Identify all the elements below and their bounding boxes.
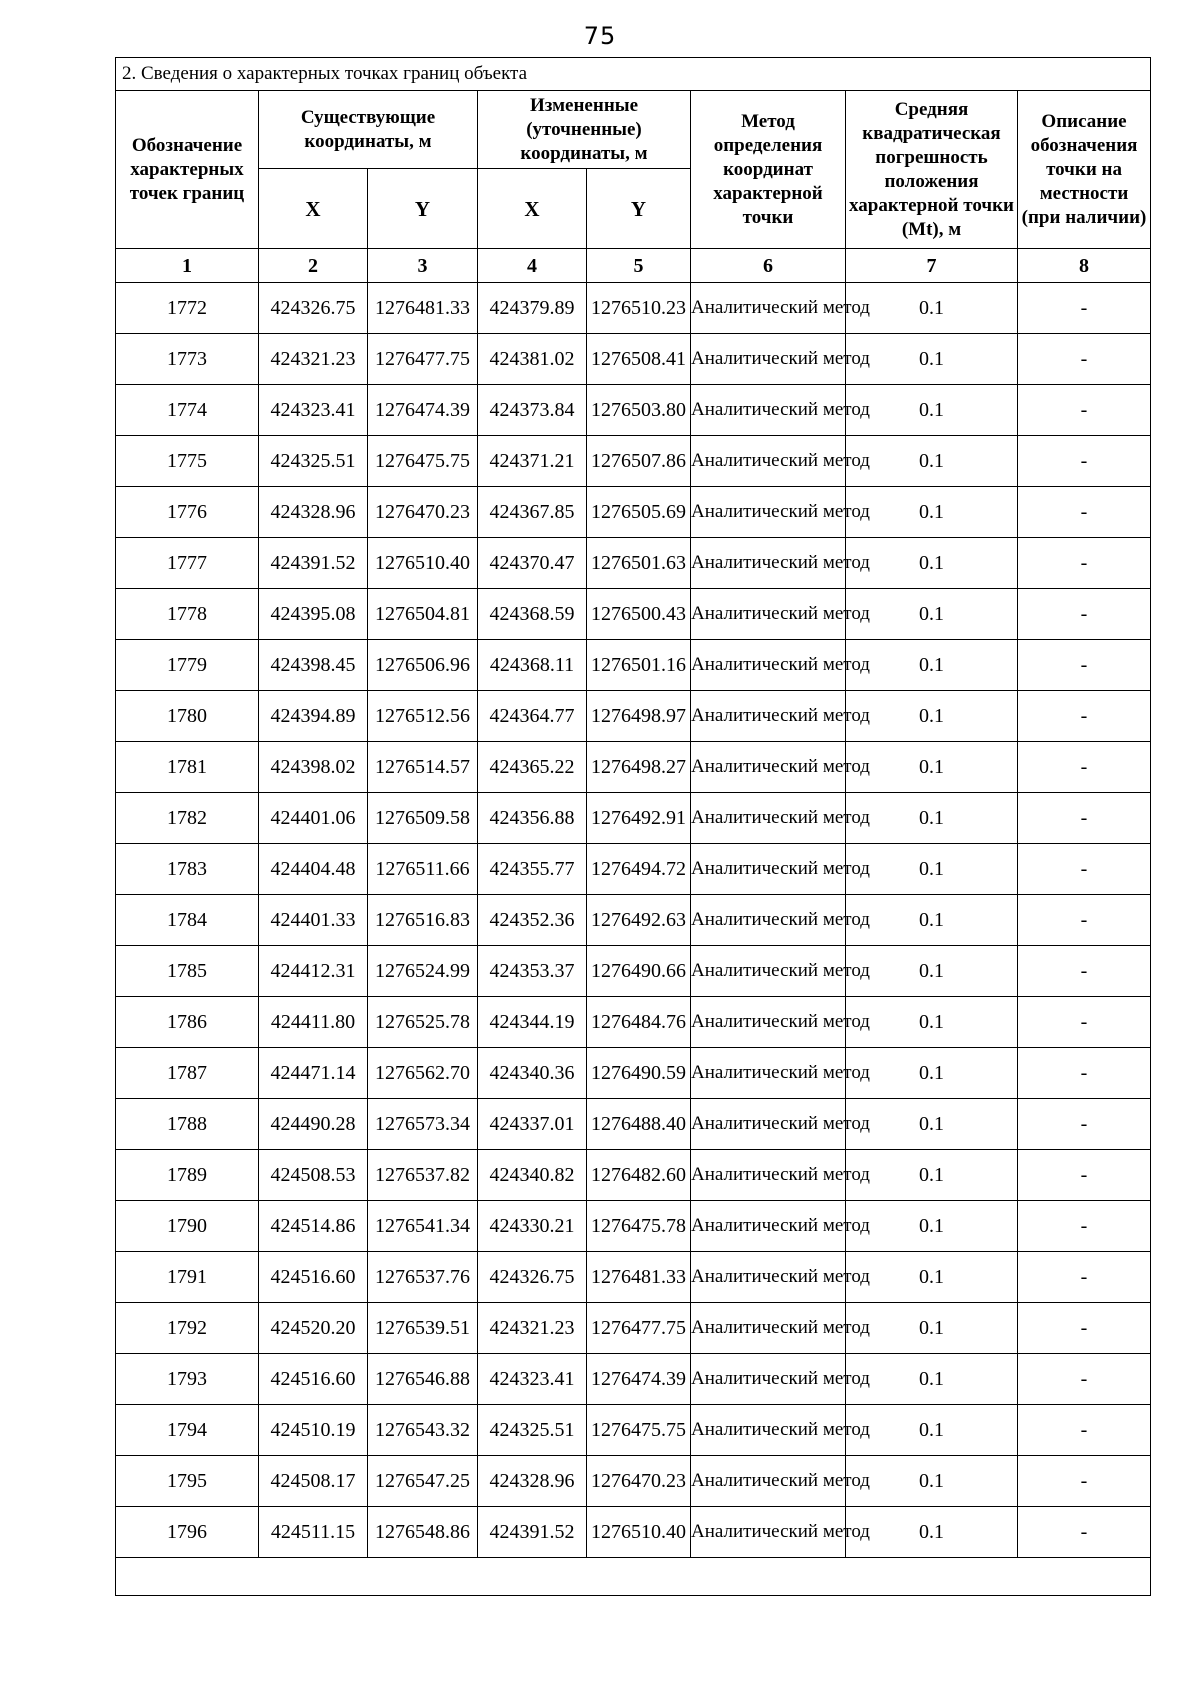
cell-changed-x: 424379.89	[478, 283, 587, 334]
table-row	[116, 1303, 1151, 1354]
cell-changed-x: 424373.84	[478, 385, 587, 436]
cell-existing-y: 1276506.96	[368, 640, 478, 691]
cell-existing-x: 424520.20	[259, 1303, 368, 1354]
cell-mean-square-error: 0.1	[846, 997, 1018, 1048]
cell-existing-y: 1276541.34	[368, 1201, 478, 1252]
section-title: 2. Сведения о характерных точках границ объекта	[116, 58, 1151, 91]
table-row	[116, 538, 1151, 589]
cell-point-id: 1775	[116, 436, 259, 487]
cell-description: -	[1018, 1354, 1151, 1405]
cell-description: -	[1018, 1507, 1151, 1558]
cell-existing-x: 424401.33	[259, 895, 368, 946]
cell-description: -	[1018, 997, 1151, 1048]
cell-changed-x: 424391.52	[478, 1507, 587, 1558]
cell-mean-square-error: 0.1	[846, 1507, 1018, 1558]
cell-changed-x: 424353.37	[478, 946, 587, 997]
cell-changed-x: 424344.19	[478, 997, 587, 1048]
cell-description: -	[1018, 1150, 1151, 1201]
cell-changed-y: 1276475.78	[587, 1201, 691, 1252]
cell-method: Аналитический метод	[691, 1354, 846, 1405]
cell-mean-square-error: 0.1	[846, 742, 1018, 793]
cell-existing-x: 424398.02	[259, 742, 368, 793]
cell-description: -	[1018, 793, 1151, 844]
cell-existing-y: 1276481.33	[368, 283, 478, 334]
cell-changed-x: 424328.96	[478, 1456, 587, 1507]
cell-changed-y: 1276498.97	[587, 691, 691, 742]
cell-existing-y: 1276546.88	[368, 1354, 478, 1405]
cell-existing-x: 424321.23	[259, 334, 368, 385]
cell-changed-y: 1276484.76	[587, 997, 691, 1048]
cell-changed-x: 424326.75	[478, 1252, 587, 1303]
cell-existing-y: 1276514.57	[368, 742, 478, 793]
cell-method: Аналитический метод	[691, 997, 846, 1048]
cell-changed-y: 1276507.86	[587, 436, 691, 487]
cell-method: Аналитический метод	[691, 793, 846, 844]
table-row	[116, 844, 1151, 895]
cell-existing-x: 424391.52	[259, 538, 368, 589]
header-changed-coordinates: Измененные (уточненные) координаты, м	[478, 91, 691, 169]
cell-changed-y: 1276474.39	[587, 1354, 691, 1405]
cell-point-id: 1790	[116, 1201, 259, 1252]
cell-changed-x: 424321.23	[478, 1303, 587, 1354]
cell-point-id: 1794	[116, 1405, 259, 1456]
table-row	[116, 742, 1151, 793]
empty-cell	[116, 1558, 1151, 1596]
cell-changed-x: 424370.47	[478, 538, 587, 589]
cell-method: Аналитический метод	[691, 487, 846, 538]
column-number: 3	[368, 249, 478, 283]
cell-method: Аналитический метод	[691, 334, 846, 385]
cell-existing-x: 424510.19	[259, 1405, 368, 1456]
cell-existing-y: 1276543.32	[368, 1405, 478, 1456]
cell-changed-x: 424368.59	[478, 589, 587, 640]
cell-changed-x: 424381.02	[478, 334, 587, 385]
cell-existing-x: 424516.60	[259, 1252, 368, 1303]
cell-existing-y: 1276548.86	[368, 1507, 478, 1558]
cell-description: -	[1018, 538, 1151, 589]
cell-method: Аналитический метод	[691, 742, 846, 793]
cell-description: -	[1018, 283, 1151, 334]
cell-changed-x: 424330.21	[478, 1201, 587, 1252]
cell-method: Аналитический метод	[691, 1150, 846, 1201]
cell-point-id: 1796	[116, 1507, 259, 1558]
cell-changed-x: 424323.41	[478, 1354, 587, 1405]
cell-description: -	[1018, 334, 1151, 385]
cell-point-id: 1787	[116, 1048, 259, 1099]
table-row	[116, 997, 1151, 1048]
cell-changed-x: 424356.88	[478, 793, 587, 844]
header-designation: Обозначение характерных точек границ	[116, 91, 259, 249]
cell-existing-x: 424508.53	[259, 1150, 368, 1201]
cell-method: Аналитический метод	[691, 538, 846, 589]
cell-existing-x: 424511.15	[259, 1507, 368, 1558]
cell-existing-y: 1276573.34	[368, 1099, 478, 1150]
cell-changed-x: 424355.77	[478, 844, 587, 895]
cell-point-id: 1792	[116, 1303, 259, 1354]
cell-mean-square-error: 0.1	[846, 1201, 1018, 1252]
cell-existing-x: 424404.48	[259, 844, 368, 895]
cell-mean-square-error: 0.1	[846, 385, 1018, 436]
cell-mean-square-error: 0.1	[846, 283, 1018, 334]
cell-method: Аналитический метод	[691, 1048, 846, 1099]
cell-changed-y: 1276498.27	[587, 742, 691, 793]
cell-existing-x: 424490.28	[259, 1099, 368, 1150]
cell-existing-y: 1276474.39	[368, 385, 478, 436]
column-number: 5	[587, 249, 691, 283]
cell-method: Аналитический метод	[691, 1405, 846, 1456]
cell-description: -	[1018, 844, 1151, 895]
cell-method: Аналитический метод	[691, 436, 846, 487]
cell-existing-x: 424326.75	[259, 283, 368, 334]
cell-mean-square-error: 0.1	[846, 1354, 1018, 1405]
cell-changed-y: 1276510.40	[587, 1507, 691, 1558]
cell-method: Аналитический метод	[691, 283, 846, 334]
cell-point-id: 1778	[116, 589, 259, 640]
table-row	[116, 1150, 1151, 1201]
cell-changed-y: 1276490.59	[587, 1048, 691, 1099]
table-row	[116, 691, 1151, 742]
column-number: 7	[846, 249, 1018, 283]
cell-method: Аналитический метод	[691, 589, 846, 640]
cell-existing-y: 1276509.58	[368, 793, 478, 844]
cell-mean-square-error: 0.1	[846, 793, 1018, 844]
cell-mean-square-error: 0.1	[846, 1456, 1018, 1507]
cell-existing-y: 1276470.23	[368, 487, 478, 538]
cell-mean-square-error: 0.1	[846, 538, 1018, 589]
cell-existing-x: 424516.60	[259, 1354, 368, 1405]
table-row	[116, 895, 1151, 946]
cell-method: Аналитический метод	[691, 691, 846, 742]
cell-existing-y: 1276524.99	[368, 946, 478, 997]
cell-changed-y: 1276488.40	[587, 1099, 691, 1150]
cell-changed-x: 424352.36	[478, 895, 587, 946]
cell-changed-y: 1276510.23	[587, 283, 691, 334]
cell-changed-y: 1276501.63	[587, 538, 691, 589]
cell-point-id: 1782	[116, 793, 259, 844]
cell-description: -	[1018, 1048, 1151, 1099]
cell-mean-square-error: 0.1	[846, 1405, 1018, 1456]
cell-point-id: 1788	[116, 1099, 259, 1150]
cell-description: -	[1018, 640, 1151, 691]
cell-mean-square-error: 0.1	[846, 589, 1018, 640]
cell-changed-y: 1276482.60	[587, 1150, 691, 1201]
header-method: Метод определения координат характерной точки	[691, 91, 846, 249]
cell-existing-x: 424395.08	[259, 589, 368, 640]
cell-changed-y: 1276490.66	[587, 946, 691, 997]
table-row	[116, 640, 1151, 691]
cell-existing-x: 424411.80	[259, 997, 368, 1048]
cell-existing-y: 1276516.83	[368, 895, 478, 946]
cell-mean-square-error: 0.1	[846, 1150, 1018, 1201]
cell-description: -	[1018, 946, 1151, 997]
table-row	[116, 1201, 1151, 1252]
header-changed-y: Y	[587, 169, 691, 249]
cell-point-id: 1779	[116, 640, 259, 691]
cell-point-id: 1773	[116, 334, 259, 385]
cell-existing-y: 1276504.81	[368, 589, 478, 640]
cell-mean-square-error: 0.1	[846, 895, 1018, 946]
cell-changed-y: 1276492.63	[587, 895, 691, 946]
cell-changed-x: 424337.01	[478, 1099, 587, 1150]
cell-method: Аналитический метод	[691, 1456, 846, 1507]
cell-description: -	[1018, 589, 1151, 640]
table-row	[116, 1507, 1151, 1558]
cell-description: -	[1018, 487, 1151, 538]
cell-existing-x: 424323.41	[259, 385, 368, 436]
cell-changed-x: 424365.22	[478, 742, 587, 793]
cell-point-id: 1783	[116, 844, 259, 895]
cell-mean-square-error: 0.1	[846, 487, 1018, 538]
cell-method: Аналитический метод	[691, 385, 846, 436]
cell-mean-square-error: 0.1	[846, 334, 1018, 385]
cell-changed-y: 1276475.75	[587, 1405, 691, 1456]
table-row	[116, 1354, 1151, 1405]
cell-method: Аналитический метод	[691, 1303, 846, 1354]
cell-mean-square-error: 0.1	[846, 1099, 1018, 1150]
cell-existing-x: 424398.45	[259, 640, 368, 691]
column-number: 4	[478, 249, 587, 283]
header-changed-x: X	[478, 169, 587, 249]
table-row	[116, 946, 1151, 997]
cell-existing-y: 1276510.40	[368, 538, 478, 589]
table-row	[116, 1099, 1151, 1150]
cell-changed-y: 1276508.41	[587, 334, 691, 385]
cell-changed-x: 424325.51	[478, 1405, 587, 1456]
cell-changed-x: 424364.77	[478, 691, 587, 742]
cell-point-id: 1786	[116, 997, 259, 1048]
table-row	[116, 283, 1151, 334]
cell-mean-square-error: 0.1	[846, 946, 1018, 997]
column-number: 1	[116, 249, 259, 283]
table-row	[116, 487, 1151, 538]
cell-changed-x: 424371.21	[478, 436, 587, 487]
cell-point-id: 1789	[116, 1150, 259, 1201]
column-number: 6	[691, 249, 846, 283]
cell-point-id: 1776	[116, 487, 259, 538]
table-row	[116, 1456, 1151, 1507]
cell-existing-y: 1276525.78	[368, 997, 478, 1048]
cell-description: -	[1018, 1252, 1151, 1303]
cell-mean-square-error: 0.1	[846, 1303, 1018, 1354]
cell-existing-y: 1276539.51	[368, 1303, 478, 1354]
cell-point-id: 1780	[116, 691, 259, 742]
header-existing-coordinates: Существующие координаты, м	[259, 91, 478, 169]
cell-point-id: 1785	[116, 946, 259, 997]
cell-method: Аналитический метод	[691, 895, 846, 946]
cell-existing-x: 424514.86	[259, 1201, 368, 1252]
cell-mean-square-error: 0.1	[846, 640, 1018, 691]
cell-description: -	[1018, 1099, 1151, 1150]
cell-existing-x: 424401.06	[259, 793, 368, 844]
cell-mean-square-error: 0.1	[846, 1252, 1018, 1303]
cell-point-id: 1772	[116, 283, 259, 334]
cell-point-id: 1781	[116, 742, 259, 793]
cell-existing-y: 1276547.25	[368, 1456, 478, 1507]
cell-point-id: 1791	[116, 1252, 259, 1303]
cell-description: -	[1018, 1303, 1151, 1354]
cell-changed-x: 424340.36	[478, 1048, 587, 1099]
cell-description: -	[1018, 1201, 1151, 1252]
cell-existing-x: 424471.14	[259, 1048, 368, 1099]
cell-method: Аналитический метод	[691, 1507, 846, 1558]
column-number: 2	[259, 249, 368, 283]
cell-changed-x: 424367.85	[478, 487, 587, 538]
cell-description: -	[1018, 1405, 1151, 1456]
table-row	[116, 1405, 1151, 1456]
cell-point-id: 1774	[116, 385, 259, 436]
cell-description: -	[1018, 436, 1151, 487]
cell-method: Аналитический метод	[691, 844, 846, 895]
cell-method: Аналитический метод	[691, 1252, 846, 1303]
boundary-points-table	[115, 57, 1151, 1596]
table-row	[116, 436, 1151, 487]
cell-description: -	[1018, 385, 1151, 436]
header-description: Описание обозначения точки на местности (при наличии)	[1018, 91, 1151, 249]
cell-changed-y: 1276494.72	[587, 844, 691, 895]
cell-changed-y: 1276492.91	[587, 793, 691, 844]
table-row	[116, 1252, 1151, 1303]
cell-point-id: 1777	[116, 538, 259, 589]
header-existing-x: X	[259, 169, 368, 249]
cell-existing-x: 424328.96	[259, 487, 368, 538]
cell-changed-x: 424368.11	[478, 640, 587, 691]
empty-row	[116, 1558, 1151, 1596]
cell-existing-y: 1276537.82	[368, 1150, 478, 1201]
cell-existing-y: 1276562.70	[368, 1048, 478, 1099]
cell-changed-y: 1276500.43	[587, 589, 691, 640]
cell-existing-x: 424412.31	[259, 946, 368, 997]
cell-description: -	[1018, 742, 1151, 793]
header-mean-square-error: Средняя квадратическая погрешность положения характерной точки (Mt), м	[846, 91, 1018, 249]
table-row	[116, 793, 1151, 844]
cell-point-id: 1795	[116, 1456, 259, 1507]
cell-description: -	[1018, 1456, 1151, 1507]
table-body	[116, 283, 1151, 1558]
cell-existing-y: 1276475.75	[368, 436, 478, 487]
table-row	[116, 1048, 1151, 1099]
cell-changed-y: 1276505.69	[587, 487, 691, 538]
cell-existing-x: 424325.51	[259, 436, 368, 487]
column-number: 8	[1018, 249, 1151, 283]
cell-changed-y: 1276501.16	[587, 640, 691, 691]
cell-existing-x: 424394.89	[259, 691, 368, 742]
cell-existing-y: 1276477.75	[368, 334, 478, 385]
cell-existing-y: 1276537.76	[368, 1252, 478, 1303]
cell-description: -	[1018, 895, 1151, 946]
cell-changed-y: 1276503.80	[587, 385, 691, 436]
cell-method: Аналитический метод	[691, 1201, 846, 1252]
table-row	[116, 385, 1151, 436]
cell-changed-x: 424340.82	[478, 1150, 587, 1201]
cell-existing-x: 424508.17	[259, 1456, 368, 1507]
cell-changed-y: 1276477.75	[587, 1303, 691, 1354]
table-row	[116, 334, 1151, 385]
cell-mean-square-error: 0.1	[846, 436, 1018, 487]
cell-point-id: 1784	[116, 895, 259, 946]
cell-existing-y: 1276512.56	[368, 691, 478, 742]
cell-existing-y: 1276511.66	[368, 844, 478, 895]
cell-mean-square-error: 0.1	[846, 1048, 1018, 1099]
cell-description: -	[1018, 691, 1151, 742]
cell-method: Аналитический метод	[691, 1099, 846, 1150]
cell-point-id: 1793	[116, 1354, 259, 1405]
cell-changed-y: 1276470.23	[587, 1456, 691, 1507]
cell-method: Аналитический метод	[691, 946, 846, 997]
page-number: 75	[583, 22, 617, 50]
cell-mean-square-error: 0.1	[846, 844, 1018, 895]
table-row	[116, 589, 1151, 640]
cell-method: Аналитический метод	[691, 640, 846, 691]
cell-mean-square-error: 0.1	[846, 691, 1018, 742]
header-existing-y: Y	[368, 169, 478, 249]
cell-changed-y: 1276481.33	[587, 1252, 691, 1303]
